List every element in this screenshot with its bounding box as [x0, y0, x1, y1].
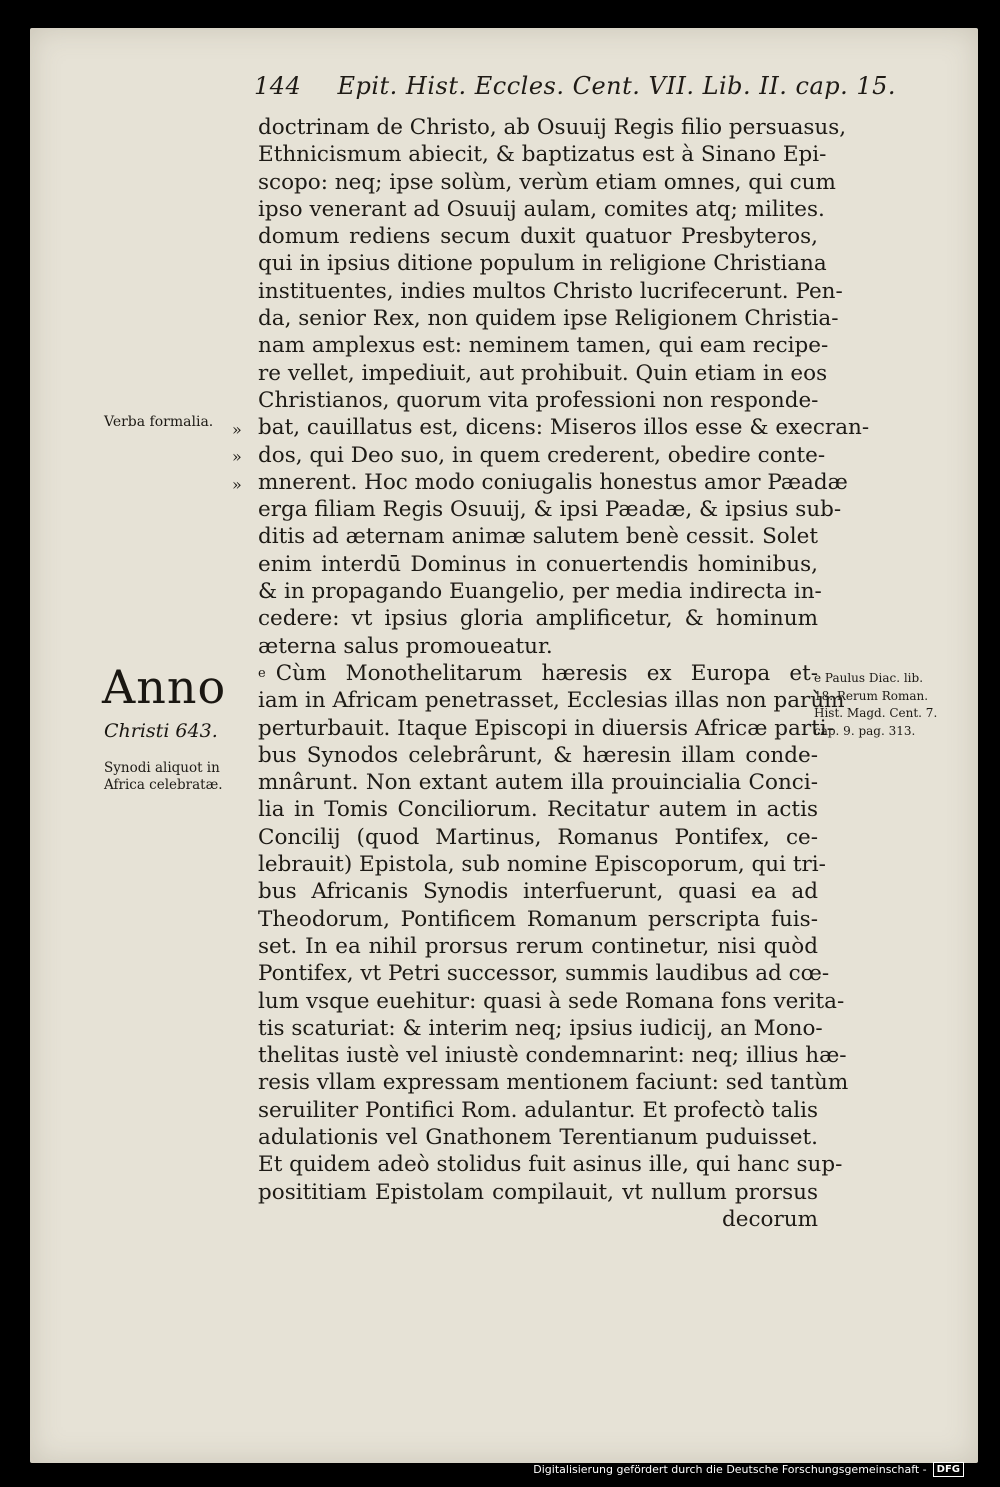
- quote-marks: [232, 416, 242, 498]
- margin-note-line: Synodi aliquot in: [104, 760, 220, 776]
- text-line: Concilij (quod Martinus, Romanus Pontifex, ce-: [258, 824, 818, 850]
- text-line: cedere: vt ipsius gloria amplificetur, & hominum: [258, 606, 818, 632]
- footer: [533, 1462, 964, 1477]
- text-line: mnerent. Hoc modo coniugalis honestus amor Pæadæ: [258, 469, 848, 495]
- text-line: lia in Tomis Conciliorum. Recitatur autem in actis: [258, 797, 818, 823]
- quote-mark: »: [232, 420, 242, 439]
- footer-text: Digitalisierung gefördert durch die Deutsche Forschungsgemeinschaft -: [533, 1463, 927, 1476]
- text-line: resis vllam expressam mentionem faciunt: sed tantùm: [258, 1070, 849, 1096]
- text-line: da, senior Rex, non quidem ipse Religionem Christia-: [258, 306, 839, 332]
- margin-note-synodi: [104, 760, 223, 794]
- text-line: re vellet, impediuit, aut prohibuit. Quin etiam in eos: [258, 360, 828, 386]
- text-line: instituentes, indies multos Christo lucrifecerunt. Pen-: [258, 278, 843, 304]
- margin-note-line: 18. Rerum Roman.: [814, 688, 929, 703]
- text-line: mnârunt. Non extant autem illa prouincialia Conci-: [258, 770, 818, 796]
- text-line: æterna salus promoueatur.: [258, 633, 553, 659]
- text-line: doctrinam de Christo, ab Osuuij Regis filio persuasus,: [258, 115, 847, 140]
- catchword: decorum: [722, 1206, 818, 1232]
- text-line: thelitas iustè vel iniustè condemnarint: neq; illius hæ-: [258, 1043, 847, 1069]
- text-line: ipso venerant ad Osuuij aulam, comites atq; milites.: [258, 196, 825, 222]
- text-line: Et quidem adeò stolidus fuit asinus ille, qui hanc sup-: [258, 1152, 843, 1178]
- text-line: ditis ad æternam animæ salutem benè cessit. Solet: [258, 524, 818, 550]
- margin-note-line: Africa celebratæ.: [104, 777, 223, 793]
- dfg-logo-icon: DFG: [933, 1462, 964, 1477]
- text-line: enim interdū Dominus in conuertendis hominibus,: [258, 551, 818, 577]
- text-line: qui in ipsius ditione populum in religione Christiana: [258, 251, 827, 277]
- right-margin-note: [814, 670, 937, 740]
- text-line: Theodorum, Pontificem Romanum perscripta fuis-: [258, 906, 818, 932]
- anno-heading: Anno: [102, 660, 227, 714]
- text-line: Pontifex, vt Petri successor, summis laudibus ad cœ-: [258, 961, 830, 987]
- text-line: scopo: neq; ipse solùm, verùm etiam omnes, qui cum: [258, 169, 836, 195]
- text-line: bus Africanis Synodis interfuerunt, quasi ea ad: [258, 879, 818, 905]
- quote-mark: »: [232, 447, 242, 467]
- text-line: adulationis vel Gnathonem Terentianum puduisset.: [258, 1124, 818, 1150]
- text-line: & in propagando Euangelio, per media indirecta in-: [258, 579, 822, 605]
- text-line: set. In ea nihil prorsus rerum continetur, nisi quòd: [258, 933, 818, 959]
- running-title: Epit. Hist. Eccles. Cent. VII. Lib. II. cap. 15.: [337, 72, 897, 100]
- margin-note-verba: Verba formalia.: [104, 414, 214, 430]
- text-line: lum vsque euehitur: quasi à sede Romana fons verita-: [258, 988, 845, 1014]
- text-line: erga filiam Regis Osuuij, & ipsi Pæadæ, & ipsius sub-: [258, 497, 842, 523]
- text-line: domum rediens secum duxit quatuor Presbyteros,: [258, 224, 818, 250]
- margin-note-line: e Paulus Diac. lib.: [814, 671, 924, 685]
- text-line: iam in Africam penetrasset, Ecclesias illas non parùm: [258, 688, 845, 714]
- page-number: 144: [254, 72, 302, 100]
- text-line: nam amplexus est: neminem tamen, qui eam recipe-: [258, 333, 829, 359]
- quote-mark: »: [232, 474, 242, 494]
- note-signature: e: [258, 666, 266, 682]
- text-line: seruiliter Pontifici Rom. adulantur. Et profectò talis: [258, 1097, 818, 1123]
- text-line: bat, cauillatus est, dicens: Miseros illos esse & execran-: [258, 415, 870, 441]
- text-line: dos, qui Deo suo, in quem crederent, obedire conte-: [258, 442, 826, 468]
- christi-year: Christi 643.: [104, 720, 218, 742]
- text-line-with-note: [258, 660, 818, 687]
- text-line: perturbauit. Itaque Episcopi in diuersis Africæ parti-: [258, 715, 834, 741]
- text-line: Christianos, quorum vita professioni non responde-: [258, 387, 819, 413]
- text-line: Ethnicismum abiecit, & baptizatus est à Sinano Epi-: [258, 142, 827, 168]
- text-line: lebrauit) Epistola, sub nomine Episcoporum, qui tri-: [258, 852, 826, 878]
- text-line: bus Synodos celebrârunt, & hæresin illam conde-: [258, 742, 818, 768]
- text-line: posititiam Epistolam compilauit, vt nullum prorsus: [258, 1179, 818, 1205]
- text-line: Cùm Monothelitarum hæresis ex Europa et-: [275, 660, 818, 686]
- running-head: [254, 72, 897, 100]
- margin-note-line: cap. 9. pag. 313.: [814, 723, 916, 738]
- margin-note-line: Hist. Magd. Cent. 7.: [814, 706, 938, 720]
- text-line: tis scaturiat: & interim neq; ipsius iudicij, an Mono-: [258, 1015, 823, 1041]
